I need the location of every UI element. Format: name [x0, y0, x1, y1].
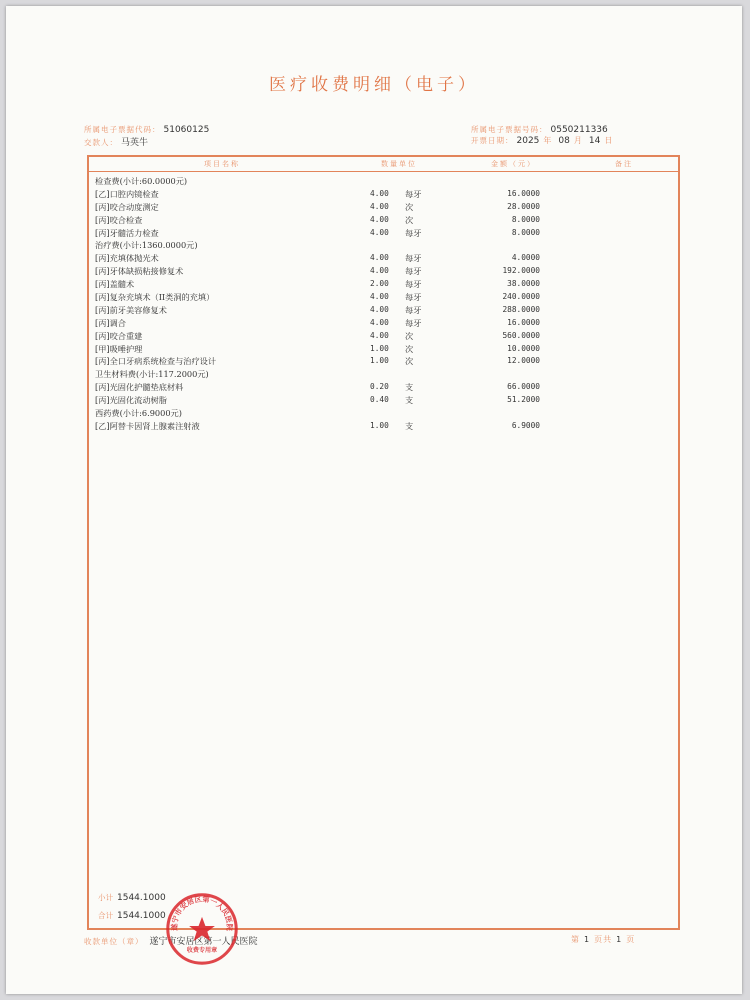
row-name: [丙]牙体缺损粘接修复术 [95, 266, 184, 277]
row-name: [丙]光固化流动树脂 [95, 395, 167, 406]
total-value: 1544.1000 [117, 911, 166, 921]
row-name: 治疗费(小计:1360.0000元) [95, 240, 198, 251]
row-qty: 4.00 [370, 304, 389, 314]
seal-text: 遂宁市安居区第一人民医院 [169, 894, 235, 931]
seal-subtext: 收费专用章 [186, 946, 218, 954]
row-unit: 每牙 [405, 279, 422, 290]
row-name: [乙]阿替卡因肾上腺素注射液 [95, 420, 200, 431]
row-qty: 4.00 [370, 292, 389, 302]
hospital-seal [164, 891, 240, 967]
date-month: 08 [558, 136, 570, 146]
table-row [89, 253, 678, 266]
row-unit: 每牙 [405, 304, 422, 315]
row-qty: 4.00 [370, 188, 389, 198]
total-label: 合计 [98, 911, 113, 920]
row-name: 检查费(小计:60.0000元) [95, 176, 188, 186]
table-row [89, 189, 678, 202]
charges-table [87, 155, 680, 930]
row-name: 西药费(小计:6.9000元) [95, 408, 182, 419]
row-amount: 6.9000 [511, 420, 540, 430]
row-qty: 4.00 [370, 253, 389, 263]
table-row [89, 382, 678, 395]
date-label: 开票日期： [471, 136, 514, 145]
row-unit: 每牙 [405, 317, 422, 328]
payer [84, 135, 148, 148]
row-name: [乙]口腔内镜检查 [95, 188, 159, 199]
table-row [89, 305, 678, 318]
row-name: [丙]咬合检查 [95, 214, 143, 225]
invoice-number [471, 124, 608, 135]
row-name: [甲]吸唾护理 [95, 343, 143, 354]
date-year: 2025 [516, 136, 540, 146]
page-total: 1 [616, 935, 623, 944]
payee-unit-label: 收款单位（章） [84, 937, 144, 946]
subtotal-value: 1544.1000 [117, 893, 166, 903]
row-amount: 560.0000 [502, 330, 540, 340]
row-name: [丙]调合 [95, 317, 126, 328]
page-suffix: 页 [626, 935, 636, 944]
table-row [89, 215, 678, 228]
header-qty-unit: 数量单位 [381, 160, 417, 168]
date-day-unit: 日 [604, 136, 613, 145]
total [98, 910, 166, 921]
row-name: [丙]复杂充填术（II类洞的充填） [95, 292, 215, 303]
row-unit: 次 [405, 214, 414, 225]
row-name: [丙]前牙美容修复术 [95, 304, 167, 315]
table-row [89, 318, 678, 331]
row-name: [丙]充填体抛光术 [95, 253, 159, 264]
row-amount: 288.0000 [502, 304, 540, 314]
table-body [89, 176, 678, 434]
row-unit: 每牙 [405, 253, 422, 264]
page-current: 1 [584, 935, 591, 944]
table-row [89, 344, 678, 357]
row-name: [丙]咬合重建 [95, 330, 143, 341]
row-qty: 4.00 [370, 214, 389, 224]
row-amount: 192.0000 [502, 266, 540, 276]
document-title: 医疗收费明细（电子） [269, 75, 479, 95]
invoice-date [471, 135, 616, 146]
row-qty: 1.00 [370, 420, 389, 430]
row-amount: 240.0000 [502, 292, 540, 302]
table-row [89, 395, 678, 408]
invoice-number-label: 所属电子票据号码： [471, 125, 548, 134]
table-row [89, 202, 678, 215]
table-row [89, 356, 678, 369]
invoice-number-value: 0550211336 [550, 125, 608, 135]
category-row [89, 240, 678, 253]
header-amount: 金额（元） [491, 160, 536, 168]
row-unit: 每牙 [405, 227, 422, 238]
row-qty: 0.40 [370, 395, 389, 405]
row-qty: 4.00 [370, 317, 389, 327]
date-day: 14 [588, 136, 601, 146]
table-header [89, 157, 678, 172]
table-row [89, 292, 678, 305]
invoice-page [6, 6, 742, 994]
row-amount: 8.0000 [511, 214, 540, 224]
row-unit: 次 [405, 343, 414, 354]
page-mid: 页共 [594, 935, 613, 944]
row-name: [丙]全口牙病系统检查与治疗设计 [95, 356, 217, 367]
row-unit: 支 [405, 420, 414, 431]
row-qty: 1.00 [370, 356, 389, 366]
hospital-name: 遂宁市安居区第一人民医院 [149, 937, 258, 947]
row-amount: 12.0000 [507, 356, 540, 366]
row-unit: 支 [405, 395, 414, 406]
row-qty: 4.00 [370, 266, 389, 276]
table-row [89, 421, 678, 434]
category-row [89, 369, 678, 382]
row-unit: 每牙 [405, 266, 422, 277]
row-amount: 8.0000 [511, 227, 540, 237]
row-name: [丙]咬合动度测定 [95, 201, 159, 212]
row-amount: 16.0000 [507, 317, 540, 327]
subtotal-label: 小计 [98, 893, 113, 902]
row-name: [丙]光固化护髓垫底材料 [95, 382, 184, 393]
row-amount: 38.0000 [507, 279, 540, 289]
subtotal [98, 892, 166, 903]
row-qty: 0.20 [370, 382, 389, 392]
row-unit: 次 [405, 330, 414, 341]
row-name: [丙]牙髓活力检查 [95, 227, 159, 238]
date-year-unit: 年 [543, 136, 552, 145]
row-unit: 次 [405, 201, 414, 212]
row-unit: 每牙 [405, 188, 422, 199]
payer-label: 交款人： [84, 138, 118, 147]
table-row [89, 331, 678, 344]
table-row [89, 228, 678, 241]
header-remark: 备注 [615, 160, 633, 168]
invoice-code-label: 所属电子票据代码： [84, 125, 161, 134]
invoice-code-value: 51060125 [163, 125, 210, 135]
table-row [89, 279, 678, 292]
page-indicator [571, 934, 635, 945]
page-prefix: 第 [571, 935, 580, 944]
row-unit: 每牙 [405, 292, 422, 303]
row-amount: 10.0000 [507, 343, 540, 353]
row-qty: 2.00 [370, 279, 389, 289]
row-amount: 66.0000 [507, 382, 540, 392]
header-item-name: 项目名称 [204, 160, 240, 168]
row-amount: 51.2000 [507, 395, 540, 405]
row-amount: 4.0000 [511, 253, 540, 263]
row-qty: 4.00 [370, 227, 389, 237]
row-unit: 支 [405, 382, 414, 393]
row-name: 卫生材料费(小计:117.2000元) [95, 369, 209, 380]
invoice-code [84, 124, 209, 135]
category-row [89, 408, 678, 421]
row-name: [丙]盖髓术 [95, 279, 135, 290]
date-month-unit: 月 [573, 136, 582, 145]
row-qty: 1.00 [370, 343, 389, 353]
row-qty: 4.00 [370, 201, 389, 211]
payer-value: 马英牛 [121, 138, 149, 148]
row-unit: 次 [405, 356, 414, 367]
row-qty: 4.00 [370, 330, 389, 340]
table-row [89, 266, 678, 279]
row-amount: 28.0000 [507, 201, 540, 211]
row-amount: 16.0000 [507, 188, 540, 198]
category-row [89, 176, 678, 189]
